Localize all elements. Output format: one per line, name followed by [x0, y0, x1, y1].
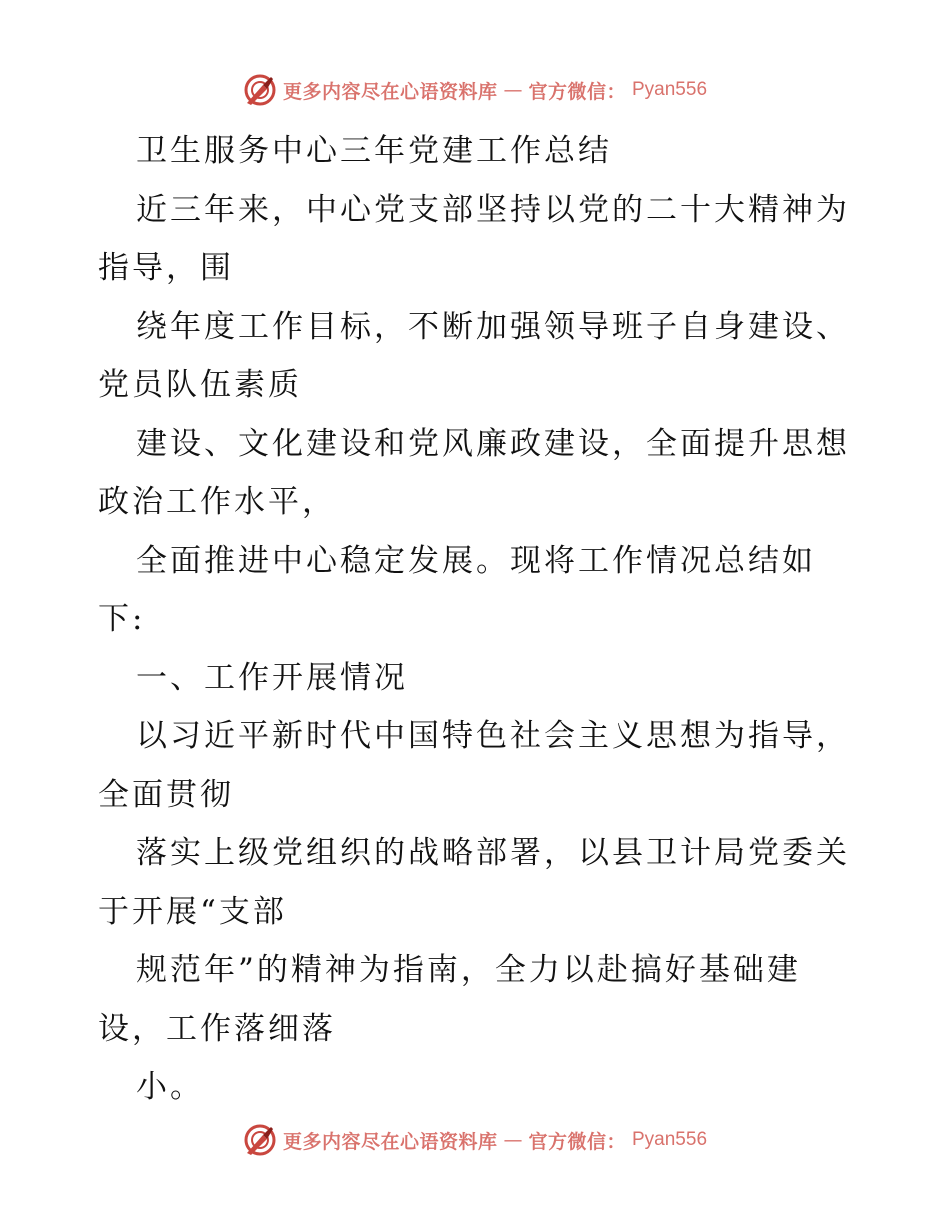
watermark-footer [0, 1120, 950, 1160]
document-title: 卫生服务中心三年党建工作总结 [136, 133, 612, 169]
watermark-text: 更多内容尽在心语资料库 [282, 1130, 498, 1153]
section-heading: 一、工作开展情况 [136, 659, 408, 696]
paragraph-line: 全面贯彻 [98, 776, 234, 813]
watermark-header [0, 70, 950, 110]
paragraph-line: 近三年来，中心党支部坚持以党的二十大精神为 [136, 191, 850, 228]
watermark-wechat-id: Pyan556 [632, 79, 708, 100]
paragraph-line: 党员队伍素质 [98, 367, 302, 403]
watermark-separator: — [503, 79, 523, 101]
paragraph-line: 政治工作水平， [98, 484, 336, 520]
document-body [98, 122, 858, 1117]
watermark-wechat-label: 官方微信： [528, 80, 626, 103]
pen-logo-icon [243, 73, 277, 107]
paragraph-line: 小。 [136, 1069, 204, 1105]
paragraph-line: 以习近平新时代中国特色社会主义思想为指导， [136, 718, 850, 754]
paragraph-line: 规范年”的精神为指南，全力以赴搞好基础建 [136, 952, 801, 988]
paragraph-line: 绕年度工作目标，不断加强领导班子自身建设、 [136, 308, 850, 345]
pen-logo-icon [243, 1123, 277, 1157]
watermark-separator: — [503, 1129, 523, 1151]
paragraph-line: 下: [98, 601, 146, 637]
paragraph-line: 设，工作落细落 [98, 1010, 336, 1047]
paragraph-line: 全面推进中心稳定发展。现将工作情况总结如 [136, 542, 816, 579]
watermark-wechat-label: 官方微信： [528, 1130, 626, 1153]
paragraph-line: 落实上级党组织的战略部署，以县卫计局党委关 [136, 835, 850, 871]
paragraph-line: 建设、文化建设和党风廉政建设，全面提升思想 [136, 425, 850, 462]
paragraph-line: 指导，围 [98, 250, 234, 286]
watermark-text: 更多内容尽在心语资料库 [282, 80, 498, 103]
paragraph-line: 于开展“支部 [98, 893, 287, 930]
watermark-wechat-id: Pyan556 [632, 1129, 708, 1150]
